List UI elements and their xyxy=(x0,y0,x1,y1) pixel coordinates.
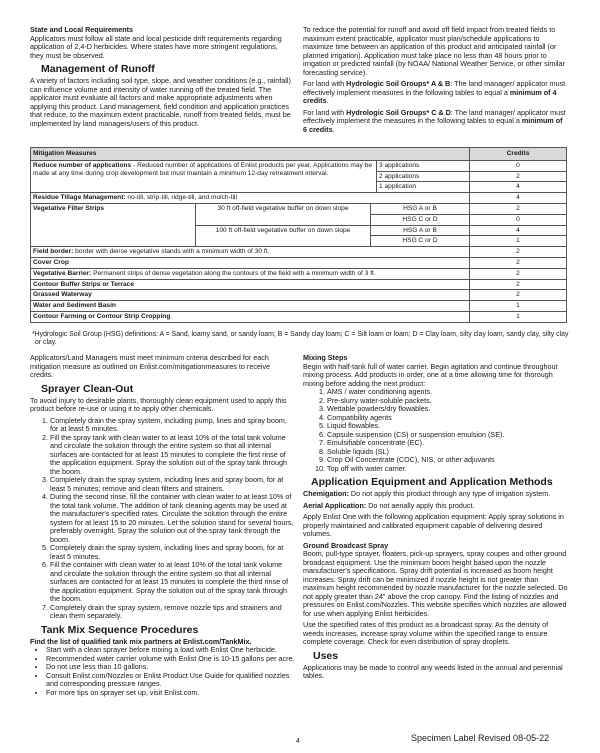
list-item: 8. Soluble liquids (SL) xyxy=(327,448,569,457)
state-local-heading: State and Local Requirements xyxy=(30,25,134,34)
state-local-text: Applicators must follow all state and local pesticide drift requirements regarding application of 2,4-D herbicides. Where states have more stringent regulations, they must be observed. xyxy=(30,33,282,60)
table-row xyxy=(31,290,567,301)
residue-tillage-cell: Residue Tillage Management: no-till, strip-till, ridge-till, and mulch-till xyxy=(31,193,470,204)
application-methods-heading: Application Equipment and Application Methods xyxy=(311,476,553,488)
aerial-text: Aerial Application: Do not aerially apply this product. xyxy=(303,500,475,510)
option-label: 3 applications xyxy=(377,160,470,171)
mitigation-table xyxy=(30,147,567,323)
hsg-cell: HSG A or B xyxy=(371,225,470,236)
credits-value: 4 xyxy=(470,225,567,236)
list-item: • For more tips on sprayer set up, visit Enlist.com. xyxy=(46,689,295,698)
list-item: 1. AMS / water conditioning agents. xyxy=(327,388,569,397)
hsg-cell: HSG C or D xyxy=(371,214,470,225)
table-row xyxy=(31,160,567,171)
list-item: • Start with a clean sprayer before mixing a load with Enlist One herbicide. xyxy=(46,646,295,655)
sediment-basin-cell: Water and Sediment Basin xyxy=(31,301,470,312)
list-item: 5. Liquid flowables. xyxy=(327,422,569,431)
table-row xyxy=(31,311,567,322)
mixing-steps xyxy=(303,388,569,473)
list-item: 5. Completely drain the spray system, including lines and spray boom, for at least 5 minutes. xyxy=(50,544,295,561)
credits-value: 2 xyxy=(470,279,567,290)
list-item: 4. During the second rinse, fill the container with clean water to at least 10% of the total tank volume. The addition of tank cleaning agents may be used at the manufacturer's specified rates. Circulate the solution through the entire system for at least 15 to 20 minutes. Let the solution stand for several hours, preferably overnight. Spray the solution out of the spray tank through the boom. xyxy=(50,493,295,544)
credits-value: 2 xyxy=(470,257,567,268)
credits-value: 4 xyxy=(470,193,567,204)
right-top-column xyxy=(303,26,568,137)
buffer-100ft-cell: 100 ft off-field vegetative buffer on down slope xyxy=(196,225,371,247)
list-item: • Do not use less than 10 gallons. xyxy=(46,663,295,672)
reduce-applications-cell: Reduce number of applications - Reduced number of applications of Enlist products per year. Applications may be made at any time during crop development but must maintain a minimum 12-day retreatment interval. xyxy=(31,160,377,192)
hsg-cd-requirement: For land with Hydrologic Soil Groups* C & D: The land manager/ applicator must effectively implement the measures in the following tables to equal a minimum of 6 credits. xyxy=(303,107,566,134)
table-row xyxy=(31,268,567,279)
tankmix-heading: Tank Mix Sequence Procedures xyxy=(41,623,199,636)
uses-text: Applications may be made to control any weeds listed in the annual and perennial tables. xyxy=(303,662,563,680)
option-label: 2 applications xyxy=(377,171,470,182)
mixing-intro: Begin with half-tank full of water carrier. Begin agitation and continue throughout mixing process. Add products in order, one at a time allowing time for thorough mixing before adding the next product: xyxy=(303,361,558,388)
ground-broadcast-text: Boom, pull-type sprayer, floaters, pick-up sprayers, spray coupes and other ground broadcast equipment. Use the minimum boom height based upon the nozzle manufacturer's specifications. Spray drift potential is increased as boom height increases. Spray drift can be minimized if nozzle height is not greater than maximum height recommended by nozzle manufacturer for the nozzle selected. Do not apply greater than 24" above the crop canopy. Find the listing of nozzles and pressures on Enlist.com/Nozzles. This website specifies which nozzles are allowed for use when applying Enlist herbicides. xyxy=(303,549,568,618)
table-row xyxy=(31,203,567,214)
list-item: 3. Wettable powders/dry flowables. xyxy=(327,405,569,414)
left-top-column xyxy=(30,26,293,131)
hsg-footnote: *Hydrologic Soil Group (HSG) definitions: A = Sand, loamy sand, or sandy loam; B = Sandy clay loam; C = Silt loam or loam; D = Clay loam, silty clay loam, sandy clay, silty clay or clay. xyxy=(32,331,569,346)
credits-value: 2 xyxy=(470,290,567,301)
criteria-text: Applicators/Land Managers must meet minimum criteria described for each mitigation measure as outlined on Enlist.com/mitigationmeasures to receive credits. xyxy=(30,353,271,379)
right-bottom-column xyxy=(303,354,569,684)
cleanout-heading: Sprayer Clean-Out xyxy=(41,382,134,395)
list-item: 2. Pre-slurry water-soluble packets. xyxy=(327,397,569,406)
table-row xyxy=(31,301,567,312)
list-item: 4. Compatibility agents xyxy=(327,414,569,423)
vegetative-barrier-cell: Vegetative Barrier: Permanent strips of dense vegetation along the contours of the field with a minimum width of 3 ft. xyxy=(31,268,470,279)
page-number: 4 xyxy=(296,738,300,745)
cover-crop-cell: Cover Crop xyxy=(31,257,470,268)
table-row xyxy=(31,247,567,258)
specimen-label-revision: Specimen Label Revised 08-05-22 xyxy=(411,733,550,743)
credits-value: 1 xyxy=(470,236,567,247)
list-item: 6. Fill the container with clean water to at least 10% of the total tank volume and circulate the solution through the entire system so that all internal surfaces are contacted for at least 15 minutes to complete the third rinse of the application equipment. Spray the solution out of the spray tank through the boom. xyxy=(50,561,295,604)
table-row xyxy=(31,279,567,290)
table-header-row xyxy=(31,148,567,161)
hsg-ab-requirement: For land with Hydrologic Soil Groups* A & B: The land manager/ applicator must effectively implement measures in the following tables to equal a minimum of 4 credits. xyxy=(303,79,566,105)
uses-heading: Uses xyxy=(313,649,339,662)
list-item: 1. Completely drain the spray system, including pump, lines and spray boom, for at least 5 minutes. xyxy=(50,417,295,434)
credits-value: 0 xyxy=(470,160,567,171)
list-item: • Recommended water carrier volume with Enlist One is 10-15 gallons per acre. xyxy=(46,655,295,664)
contour-buffer-cell: Contour Buffer Strips or Terrace xyxy=(31,279,470,290)
cleanout-intro: To avoid injury to desirable plants, thoroughly clean equipment used to apply this product before re-use or using it to apply other chemicals. xyxy=(30,395,287,413)
list-item: 9. Crop Oil Concentrate (COC), NIS, or other adjuvants xyxy=(327,456,569,465)
list-item: 6. Capsule suspension (CS) or suspension emulsion (SE). xyxy=(327,431,569,440)
chemigation-text: Chemigation: Do not apply this product through any type of irrigation system. xyxy=(303,489,551,498)
buffer-30ft-cell: 30 ft off-field vegetative buffer on down slope xyxy=(196,203,371,225)
credits-value: 2 xyxy=(470,247,567,258)
header-mitigation-measures: Mitigation Measures xyxy=(31,148,470,161)
grassed-waterway-cell: Grassed Waterway xyxy=(31,290,470,301)
table-row xyxy=(31,193,567,204)
ground-broadcast-heading: Ground Broadcast Spray xyxy=(303,540,389,550)
rates-text: Use the specified rates of this product as a broadcast spray. As the density of weeds increases, increase spray volume within the specified range to ensure complete coverage. Check for even distribution of spray droplets. xyxy=(303,620,549,646)
apply-equipment-text: Apply Enlist One with the following application equipment: Apply spray solutions in properly maintained and calibrated equipment capable of delivering desired volumes. xyxy=(303,512,564,538)
hsg-cell: HSG A or B xyxy=(371,203,470,214)
credits-value: 1 xyxy=(470,301,567,312)
vegetative-filter-strips-cell: Vegetative Filter Strips xyxy=(31,203,196,246)
option-label: 1 application xyxy=(377,182,470,193)
credits-value: 1 xyxy=(470,311,567,322)
left-bottom-column xyxy=(30,354,295,700)
credits-value: 2 xyxy=(470,203,567,214)
cleanout-steps xyxy=(30,417,295,621)
mixing-steps-heading: Mixing Steps xyxy=(303,353,348,362)
table-row xyxy=(31,257,567,268)
credits-value: 0 xyxy=(470,214,567,225)
field-border-cell: Field border: border with dense vegetative stands with a minimum width of 30 ft. xyxy=(31,247,470,258)
tankmix-bullets xyxy=(30,646,295,697)
list-item: 3. Completely drain the spray system, including lines and spray boom, for at least 5 minutes; remove and clean filters and strainers. xyxy=(50,476,295,493)
contour-farming-cell: Contour Farming or Contour Strip Cropping xyxy=(31,311,470,322)
credits-value: 4 xyxy=(470,182,567,193)
hsg-cell: HSG C or D xyxy=(371,236,470,247)
list-item: 7. Completely drain the spray system, remove nozzle tips and strainers and clean them separately. xyxy=(50,604,295,621)
runoff-heading: Management of Runoff xyxy=(41,63,155,75)
list-item: 10. Top off with water carrier. xyxy=(327,465,569,474)
list-item: • Consult Enlist.com/Nozzles or Enlist Product Use Guide for qualified nozzles and corresponding pressure ranges. xyxy=(46,672,295,689)
tankmix-subheading: Find the list of qualified tank mix partners at Enlist.com/TankMix. xyxy=(30,636,252,646)
list-item: 7. Emulsifiable concentrate (EC). xyxy=(327,439,569,448)
runoff-text: A variety of factors including soil type, slope, and weather conditions (e.g., rainfall) can influence volume and intensity of water running off the treated field. The applicator must evaluate all factors and make appropriate adjustments when applying this product. Land management, field condition and application practices that reduce, to the maximum extent practicable, runoff from treated fields, must be implemented by land managers/users of this product. xyxy=(30,76,291,128)
list-item: 2. Fill the spray tank with clean water to at least 10% of the total tank volume and circulate the solution through the entire system so that all internal surfaces are contacted for at least 15 minutes to complete the first rinse of the application equipment. Spray the solution out of the spray tank through the boom. xyxy=(50,434,295,477)
runoff-intro: To reduce the potential for runoff and avoid off field impact from treated fields to maximum extent practicable, applicator must plan/schedule applications to maximize time between an application of this product and anticipated rainfall (or planned irrigation). Application must take place no less than 48 hours prior to irrigation or predicted rainfall (by NOAA/ National Weather Service, or other similar forecasting service). xyxy=(303,25,565,77)
header-credits: Credits xyxy=(470,148,567,161)
credits-value: 2 xyxy=(470,171,567,182)
credits-value: 2 xyxy=(470,268,567,279)
